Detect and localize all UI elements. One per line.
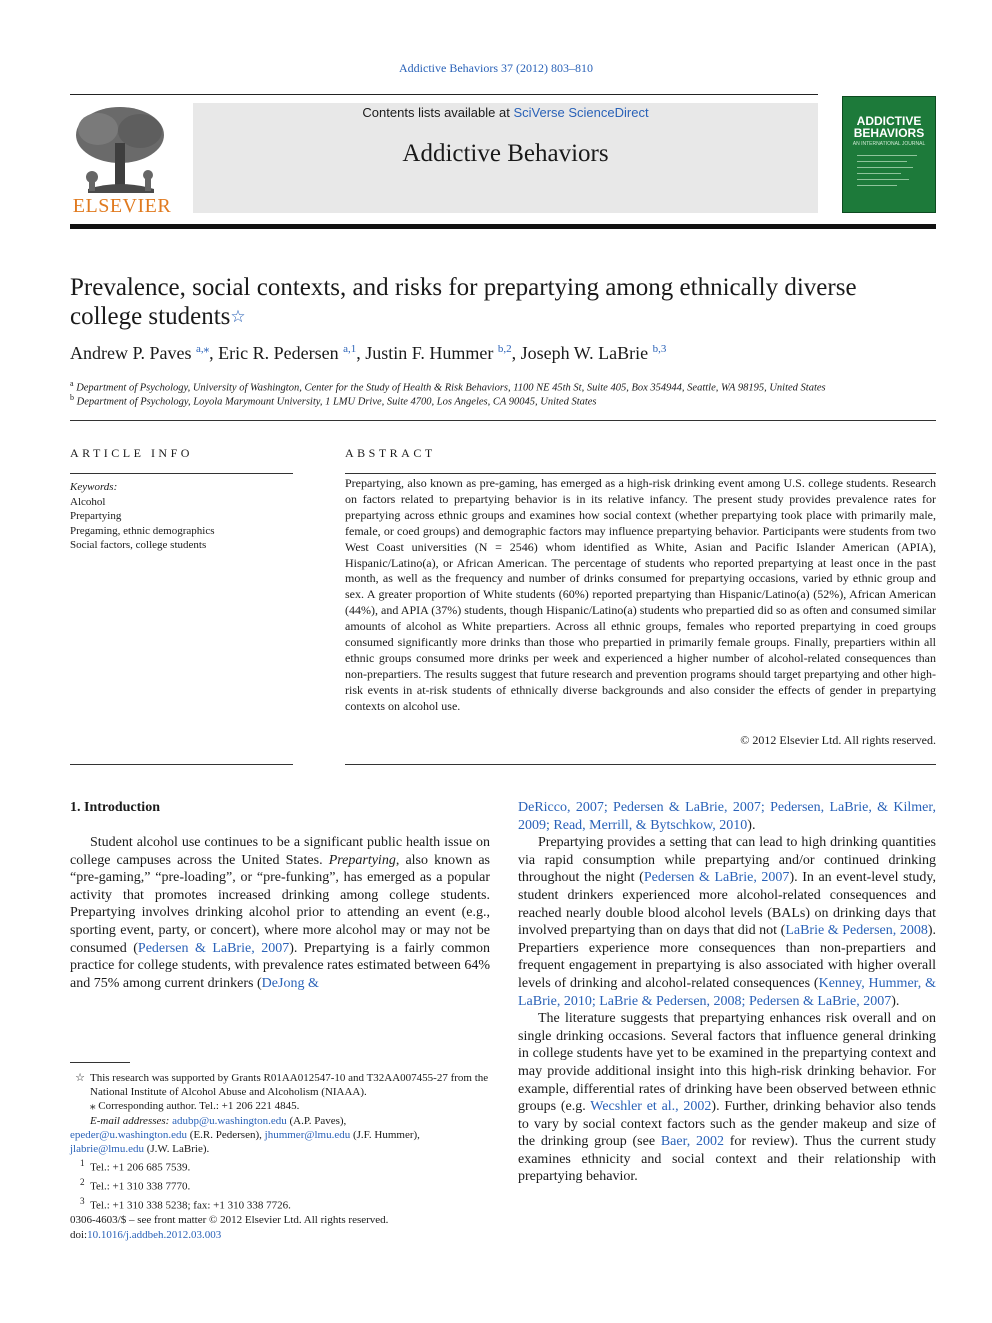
divider <box>70 473 293 474</box>
paragraph: The literature suggests that prepartying enhances risk overall and on single drinking occasions. Several factors that influence general drinking in college students have yet to be examined in the prepartying context and may provide additional insight into this high-risk drinking behavior. For example, differential rates of drinking have been observed between ethnic groups (e.g. Wecshler et al., 2002). Further, drinking behavior also tends to vary by social context factors such as the gender makeup and size of the drinking group (see Baer, 2002 for review). Thus the current study examines ethnicity and social context and their relationship with prepartying behavior. <box>518 1011 936 1185</box>
paragraph: Prepartying provides a setting that can lead to high drinking quantities via rapid consumption while prepartying and/or continued drinking throughout the night (Pedersen & LaBrie, 2007). In an event-level study, student drinkers experienced more alcohol-related consequences and reached nearly double blood alcohol levels (BALs) on drinking days that involved prepartying than on days that did not (LaBrie & Pedersen, 2008). Prepartiers experience more consequences than non-prepartiers and frequent engagement in prepartying is also associated with higher overall levels of drinking and alcohol-related consequences (Kenney, Hummer, & LaBrie, 2010; LaBrie & Pedersen, 2008; Pedersen & LaBrie, 2007). <box>518 835 937 1009</box>
citation-link[interactable]: Pedersen & LaBrie, 2007 <box>137 940 290 956</box>
divider <box>70 420 936 421</box>
email-link[interactable]: epeder@u.washington.edu <box>70 1128 188 1141</box>
author-name: Joseph W. LaBrie <box>520 343 649 363</box>
footnote-3: $^3$ Tel.: +1 310 338 5238; fax: +1 310 338 7726. <box>80 1195 291 1212</box>
footnotes <box>70 1071 490 1213</box>
keyword: Pregaming, ethnic demographics <box>70 524 215 537</box>
footnote-2: $^2$ Tel.: +1 310 338 7770. <box>80 1177 191 1193</box>
doi-link[interactable]: 10.1016/j.addbeh.2012.03.003 <box>87 1228 222 1241</box>
email-link[interactable]: jlabrie@lmu.edu <box>70 1143 144 1156</box>
citation-link[interactable]: DeJong & <box>261 975 319 991</box>
citation-link[interactable]: Wecshler et al., 2002 <box>590 1099 712 1115</box>
abstract-heading: ABSTRACT <box>345 446 436 460</box>
footnote-emails: E-mail addresses: adubp@u.washington.edu (A.P. Paves), <box>90 1114 347 1127</box>
section-heading-introduction: 1. Introduction <box>70 800 160 815</box>
abstract-text: Prepartying, also known as pre-gaming, has emerged as a high-risk drinking event among U.S. college students. Research on factors related to prepartying behavior is in its relative infancy. The present study provides prevalence rates for prepartying across ethnic groups and examines how social context (whether prepartying took place with primarily male, female, or coed groups) and demographic factors may influence prepartying behavior. Participants were students from two West Coast universities (N = 2546) whom identified as White, Asian and Pacific Islander American (APIA), Hispanic/Latino(a), or African American. The percentage of students who reported prepartying at least once in the past month, as well as the frequency and number of drinks consumed for prepartying occasions, varied by ethnic group and sex. A greater proportion of White students (60%) reported prepartying than Hispanic/Latino(a) (52%), African American (44%), and APIA (37%) students, though Hispanic/Latino(a) students who prepartied did so as often and consumed similar amounts of alcohol as White prepartiers. Across all ethnic groups, females who reported prepartying in coed groups consumed significantly more drinks than those who prepartied in primarily female groups. Finally, prepartiers within all ethnic groups consumed more drinks per week and experienced a higher number of alcohol-related consequences than non-prepartiers. The results suggest that future research and prevention programs should target prepartying and other high-risk events in at-risk students of ethnically diverse backgrounds and also consider the effects of gender in prepartying contexts on alcohol use. <box>345 476 936 713</box>
email-link[interactable]: adubp@u.washington.edu <box>172 1114 287 1127</box>
keywords-block <box>70 480 293 553</box>
keywords-label: Keywords: <box>70 481 118 493</box>
contents-line: Contents lists available at SciVerse ScienceDirect <box>362 105 649 120</box>
abstract-copyright: © 2012 Elsevier Ltd. All rights reserved. <box>740 733 936 747</box>
author-name: Andrew P. Paves <box>70 343 192 363</box>
author-name: Justin F. Hummer <box>365 343 494 363</box>
journal-reference[interactable]: Addictive Behaviors 37 (2012) 803–810 <box>399 61 593 75</box>
author-affil-mark[interactable]: b,2 <box>497 343 512 355</box>
citation-link[interactable]: Baer, 2002 <box>660 1134 724 1150</box>
elsevier-wordmark[interactable]: ELSEVIER <box>72 195 172 217</box>
journal-cover-thumbnail[interactable] <box>842 96 936 213</box>
affiliation-b: $^b$ Department of Psychology, Loyola Marymount University, 1 LMU Drive, Suite 4700, Los Angeles, CA 90045, United States <box>70 393 597 408</box>
footnote-emails-cont: epeder@u.washington.edu (E.R. Pedersen), jhummer@lmu.edu (J.F. Hummer), <box>70 1128 420 1141</box>
title-footnote-star[interactable]: ☆ <box>230 307 246 326</box>
author-affil-mark[interactable]: a,1 <box>343 343 357 355</box>
footnote-corresponding: ⁎ Corresponding author. Tel.: +1 206 221 4845. <box>90 1100 300 1113</box>
citation-link[interactable]: Pedersen & LaBrie, 2007 <box>643 870 790 886</box>
journal-title[interactable]: Addictive Behaviors <box>402 140 609 167</box>
citation-link[interactable]: DeRicco, 2007; Pedersen & LaBrie, 2007; Pedersen, LaBrie, & Kilmer, 2009; Read, Merrill, & Bytschkow, 2010 <box>518 800 936 833</box>
article-info-heading: ARTICLE INFO <box>70 446 193 460</box>
keyword: Prepartying <box>70 510 122 522</box>
header-rule <box>70 94 818 95</box>
sciencedirect-link[interactable]: SciVerse ScienceDirect <box>513 105 649 120</box>
header-thick-rule <box>70 224 936 229</box>
footnote-funding: ☆ This research was supported by Grants R01AA012547-10 and T32AA007455-27 from the National Institute of Alcohol Abuse and Alcoholism (NIAAA). <box>75 1072 489 1099</box>
body-left-column <box>70 834 490 992</box>
email-link[interactable]: jhummer@lmu.edu <box>264 1128 351 1141</box>
cover-title: ADDICTIVE BEHAVIORS <box>853 114 925 140</box>
doi-line: doi:10.1016/j.addbeh.2012.03.003 <box>70 1228 222 1241</box>
issn-line: 0306-4603/$ – see front matter © 2012 Elsevier Ltd. All rights reserved. <box>70 1214 389 1226</box>
keyword: Alcohol <box>70 495 106 508</box>
footnote-emails-cont: jlabrie@lmu.edu (J.W. LaBrie). <box>70 1143 210 1156</box>
front-matter <box>70 1213 388 1242</box>
citation-link[interactable]: LaBrie & Pedersen, 2008 <box>785 923 928 939</box>
paragraph-continued: DeRicco, 2007; Pedersen & LaBrie, 2007; Pedersen, LaBrie, & Kilmer, 2009; Read, Merrill, & Bytschkow, 2010). <box>518 800 936 833</box>
body-right-column <box>518 799 936 1186</box>
affiliation-a: $^a$ Department of Psychology, University of Washington, Center for the Study of Health & Risk Behaviors, 1100 NE 45th St, Suite 405, Box 354944, Seattle, WA 98195, United States <box>70 379 826 394</box>
cover-subtitle: AN INTERNATIONAL JOURNAL <box>852 141 926 147</box>
author-name: Eric R. Pedersen <box>218 343 339 363</box>
paragraph: Student alcohol use continues to be a significant public health issue on college campuses across the United States. Prepartying, also known as “pre-gaming,” “pre-loading”, or “pre-funking”, has emerged as a popular activity that promotes increased drinking among college students. Prepartying involves drinking alcohol prior to attending an event (e.g., sporting event, party, or concert), where more alcohol may or may not be consumed (Pedersen & LaBrie, 2007). Prepartying is a fairly common practice for college students, with prevalence rates estimated between 64% and 75% among current drinkers (DeJong & <box>70 835 491 991</box>
keyword: Social factors, college students <box>70 539 207 551</box>
author-affil-mark[interactable]: b,3 <box>652 343 667 355</box>
divider <box>70 764 293 765</box>
divider <box>345 473 936 474</box>
author-affil-mark[interactable]: a,⁎ <box>196 343 210 355</box>
citation-link[interactable]: Kenney, Hummer, & LaBrie, 2010; LaBrie & Pedersen, 2008; Pedersen & LaBrie, 2007 <box>518 975 936 1009</box>
divider <box>345 764 936 765</box>
author-list: Andrew P. Paves $^{a,⁎}$, Eric R. Pedersen $^{a,1}$, Justin F. Hummer $^{b,2}$, Joseph W. LaBrie $^{b,3}$ <box>70 343 667 363</box>
article-title: Prevalence, social contexts, and risks for prepartying among ethnically diverse college students☆ <box>70 274 857 330</box>
footnote-1: $^1$ Tel.: +1 206 685 7539. <box>80 1158 191 1174</box>
footnote-rule <box>70 1062 130 1063</box>
